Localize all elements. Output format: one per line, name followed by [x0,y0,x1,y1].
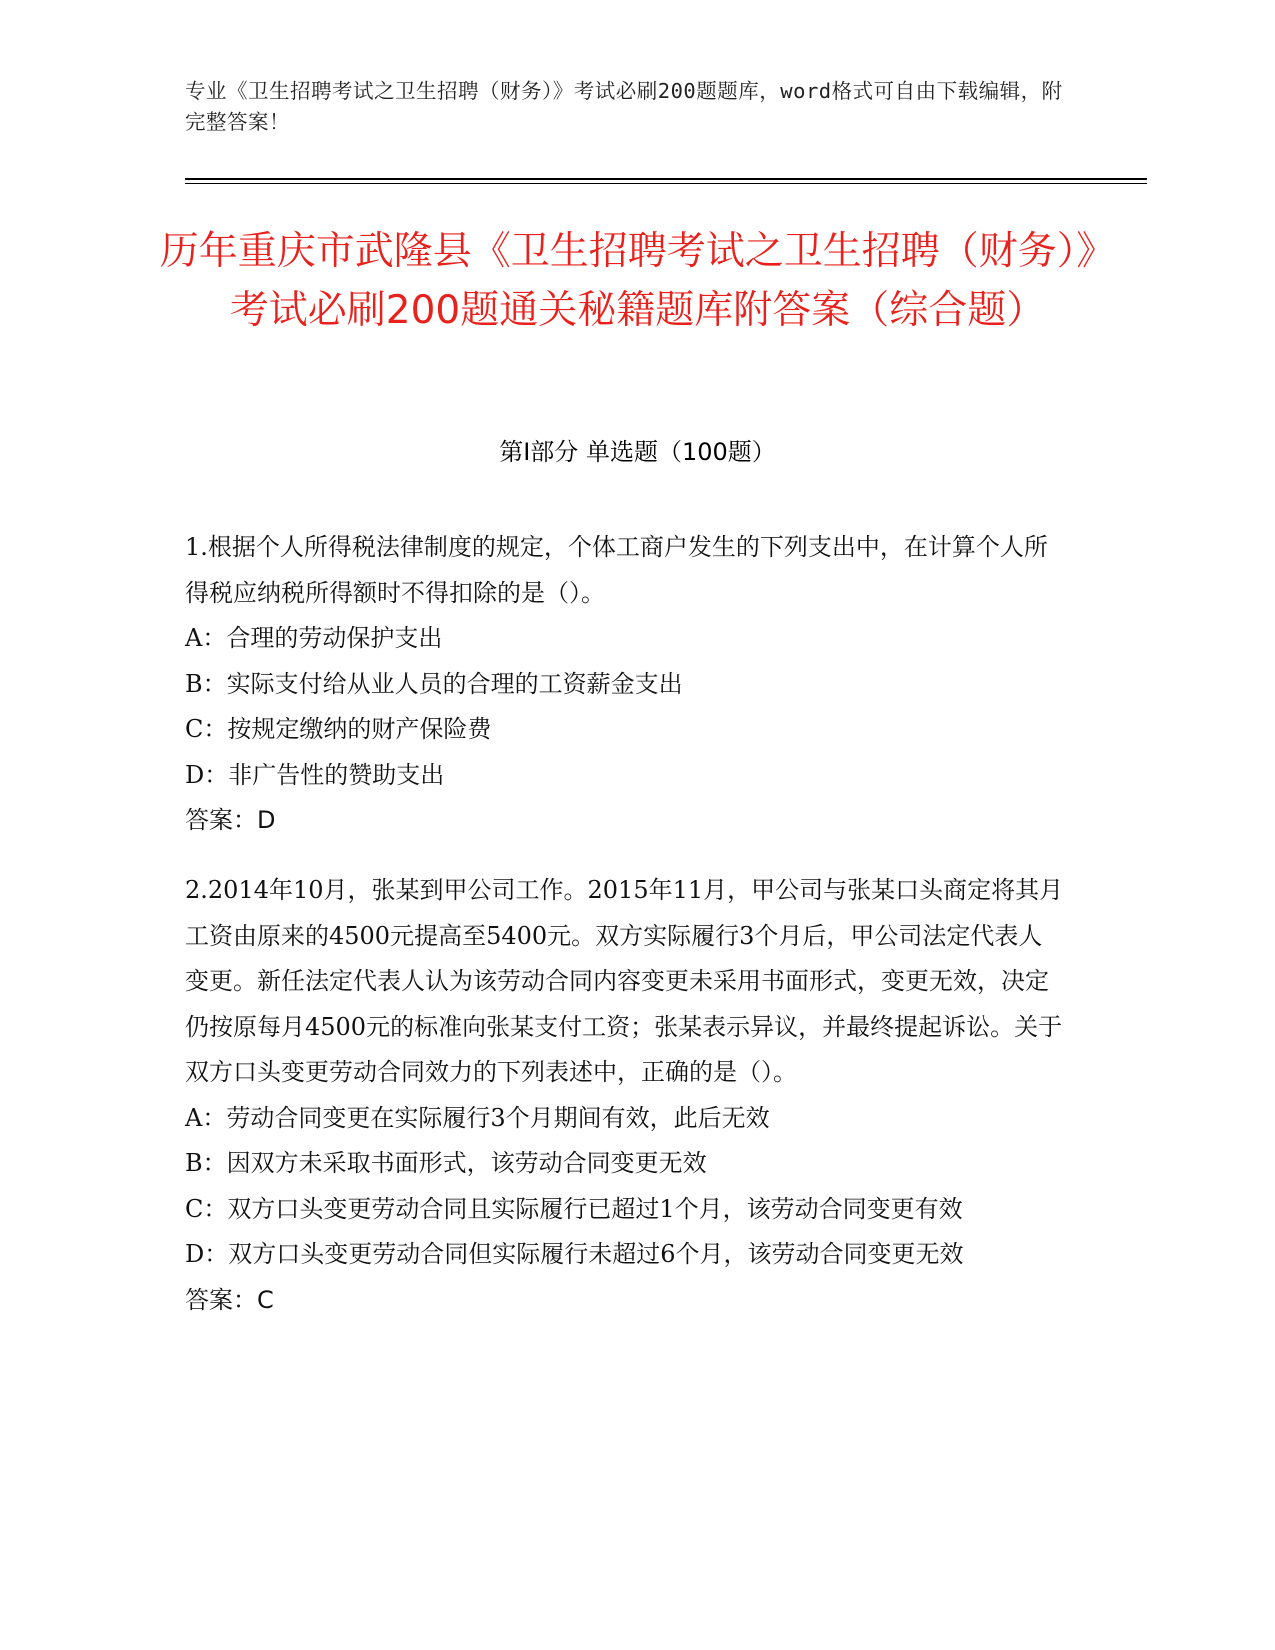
option-b: B：实际支付给从业人员的合理的工资薪金支出 [185,669,683,698]
option-d: D：非广告性的赞助支出 [185,760,445,789]
option-c: C：按规定缴纳的财产保险费 [185,715,492,743]
option-d: D：双方口头变更劳动合同但实际履行未超过6个月，该劳动合同变更无效 [185,1240,964,1268]
question-1 [185,525,1065,844]
option-b: B：因双方未采取书面形式，该劳动合同变更无效 [185,1149,707,1177]
option-a: A：劳动合同变更在实际履行3个月期间有效，此后无效 [185,1103,770,1132]
option-a: A：合理的劳动保护支出 [185,624,443,652]
section-heading: 第I部分 单选题（100题） [499,438,776,466]
answer: 答案：D [185,806,276,834]
question-2 [185,868,1065,1323]
question-stem: 1.根据个人所得税法律制度的规定，个体工商户发生的下列支出中，在计算个人所得税应纳税所得额时不得扣除的是（）。 [185,533,1048,607]
question-stem: 2.2014年10月，张某到甲公司工作。2015年11月，甲公司与张某口头商定将其月工资由原来的4500元提高至5400元。双方实际履行3个月后，甲公司法定代表人变更。新任法定代表人认为该劳动合同内容变更未采用书面形式，变更无效，决定仍按原每月4500元的标准向张某支付工资；张某表示异议，并最终提起诉讼。关于双方口头变更劳动合同效力的下列表述中，正确的是（）。 [185,876,1064,1086]
answer: 答案：C [185,1285,274,1314]
header-divider-thick [185,178,1147,180]
document-title: 历年重庆市武隆县《卫生招聘考试之卫生招聘（财务）》考试必刷200题通关秘籍题库附答案（综合题） [159,229,1116,333]
header-divider-thin [185,183,1147,184]
option-c: C：双方口头变更劳动合同且实际履行已超过1个月，该劳动合同变更有效 [185,1194,963,1223]
header-note: 专业《卫生招聘考试之卫生招聘（财务）》考试必刷200题题库，word格式可自由下载编辑，附完整答案！ [185,79,1063,134]
